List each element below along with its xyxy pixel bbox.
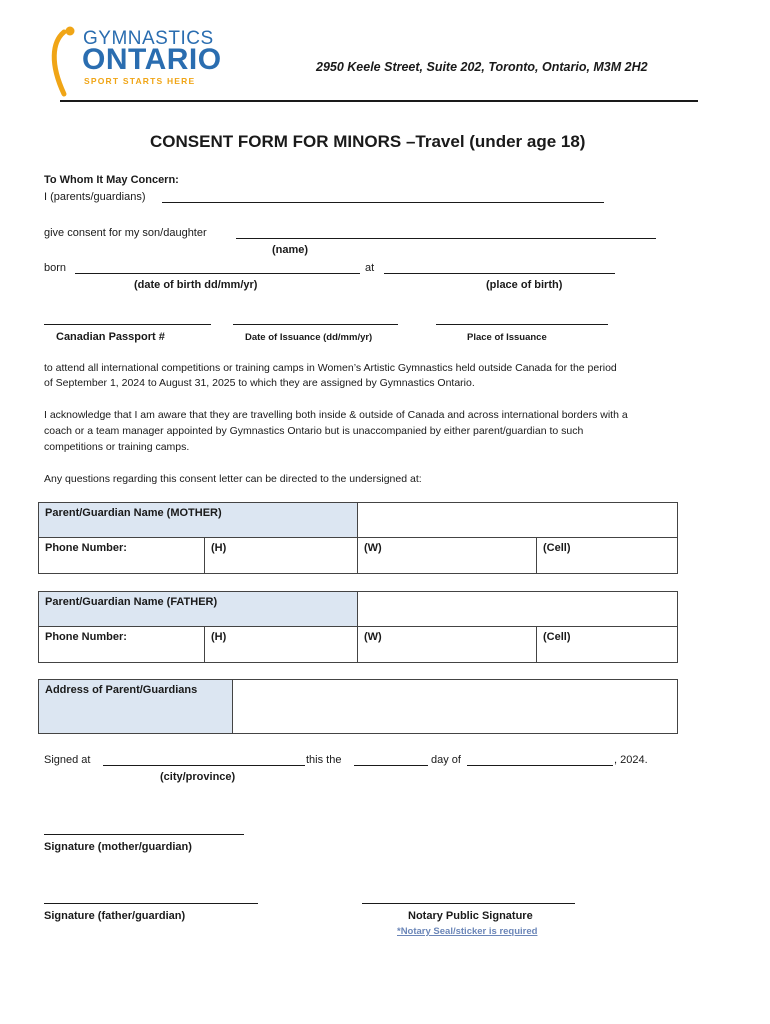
notary-seal-note: *Notary Seal/sticker is required — [397, 926, 538, 937]
header-divider — [60, 100, 698, 102]
salutation: To Whom It May Concern: — [44, 174, 179, 186]
org-address: 2950 Keele Street, Suite 202, Toronto, Ontario, M3M 2H2 — [316, 60, 648, 74]
paragraph-2-line-3: competitions or training camps. — [44, 441, 190, 453]
father-phone-label-cell — [38, 626, 205, 663]
born-label: born — [44, 262, 67, 274]
logo-text-ontario: ONTARIO — [82, 43, 222, 76]
address-input-cell[interactable] — [232, 679, 678, 734]
address-label-cell — [38, 679, 233, 734]
consent-label: give consent for my son/daughter — [44, 227, 207, 239]
father-phone-work-label: (W) — [364, 631, 382, 643]
father-name-label-cell — [38, 591, 358, 627]
place-of-birth-field[interactable] — [384, 273, 615, 274]
mother-signature-caption: Signature (mother/guardian) — [44, 841, 192, 853]
mother-phone-label: Phone Number: — [45, 542, 127, 554]
paragraph-2-line-1: I acknowledge that I am aware that they are travelling both inside & outside of Canada and across international borders with a — [44, 409, 628, 421]
mother-phone-work-cell[interactable] — [357, 537, 537, 574]
dob-caption: (date of birth dd/mm/yr) — [134, 279, 258, 291]
father-phone-cell-label: (Cell) — [543, 631, 571, 643]
parents-label: I (parents/guardians) — [44, 191, 146, 203]
this-the-label: this the — [306, 754, 342, 766]
notary-signature-field[interactable] — [362, 903, 575, 904]
signed-day-field[interactable] — [354, 765, 428, 766]
passport-issue-date-field[interactable] — [233, 324, 398, 325]
father-signature-caption: Signature (father/guardian) — [44, 910, 186, 922]
father-phone-home-label: (H) — [211, 631, 227, 643]
name-caption: (name) — [272, 244, 309, 256]
paragraph-2-line-2: coach or a team manager appointed by Gymnastics Ontario but is unaccompanied by either parent/guardian to such — [44, 425, 584, 437]
father-phone-work-cell[interactable] — [357, 626, 537, 663]
child-name-field[interactable] — [236, 238, 656, 239]
pob-caption: (place of birth) — [486, 279, 563, 291]
paragraph-1-line-2: of September 1, 2024 to August 31, 2025 to which they are assigned by Gymnastics Ontario. — [44, 377, 475, 389]
mother-phone-work-label: (W) — [364, 542, 382, 554]
passport-issue-place-field[interactable] — [436, 324, 608, 325]
passport-number-field[interactable] — [44, 324, 211, 325]
paragraph-3: Any questions regarding this consent letter can be directed to the undersigned at: — [44, 473, 422, 485]
mother-signature-field[interactable] — [44, 834, 244, 835]
mother-phone-cell-label: (Cell) — [543, 542, 571, 554]
mother-phone-cell-cell[interactable] — [536, 537, 678, 574]
issue-place-caption: Place of Issuance — [467, 332, 547, 343]
father-phone-home-cell[interactable] — [204, 626, 358, 663]
address-label: Address of Parent/Guardians — [45, 684, 198, 696]
day-of-label: day of — [431, 754, 461, 766]
signed-at-label: Signed at — [44, 754, 91, 766]
mother-phone-label-cell — [38, 537, 205, 574]
date-of-birth-field[interactable] — [75, 273, 360, 274]
mother-name-label-cell — [38, 502, 358, 538]
signed-city-field[interactable] — [103, 765, 305, 766]
father-name-input-cell[interactable] — [357, 591, 678, 627]
father-signature-field[interactable] — [44, 903, 258, 904]
issue-date-caption: Date of Issuance (dd/mm/yr) — [245, 332, 373, 343]
logo-text-gymnastics: GYMNASTICS — [83, 28, 214, 49]
paragraph-1-line-1: to attend all international competitions or training camps in Women’s Artistic Gymnastics held outside Canada for the period — [44, 362, 617, 374]
notary-signature-caption: Notary Public Signature — [408, 910, 533, 922]
city-province-caption: (city/province) — [160, 771, 236, 783]
passport-caption: Canadian Passport # — [56, 331, 165, 343]
parents-name-field[interactable] — [162, 202, 604, 203]
mother-phone-home-label: (H) — [211, 542, 227, 554]
mother-phone-home-cell[interactable] — [204, 537, 358, 574]
logo-tagline: SPORT STARTS HERE — [84, 76, 196, 86]
year-label: , 2024. — [614, 754, 648, 766]
father-name-label: Parent/Guardian Name (FATHER) — [45, 596, 218, 608]
form-title: CONSENT FORM FOR MINORS –Travel (under age 18) — [150, 132, 586, 151]
signed-month-field[interactable] — [467, 765, 613, 766]
father-phone-label: Phone Number: — [45, 631, 127, 643]
father-phone-cell-cell[interactable] — [536, 626, 678, 663]
mother-name-label: Parent/Guardian Name (MOTHER) — [45, 507, 222, 519]
mother-name-input-cell[interactable] — [357, 502, 678, 538]
at-label: at — [365, 262, 375, 274]
